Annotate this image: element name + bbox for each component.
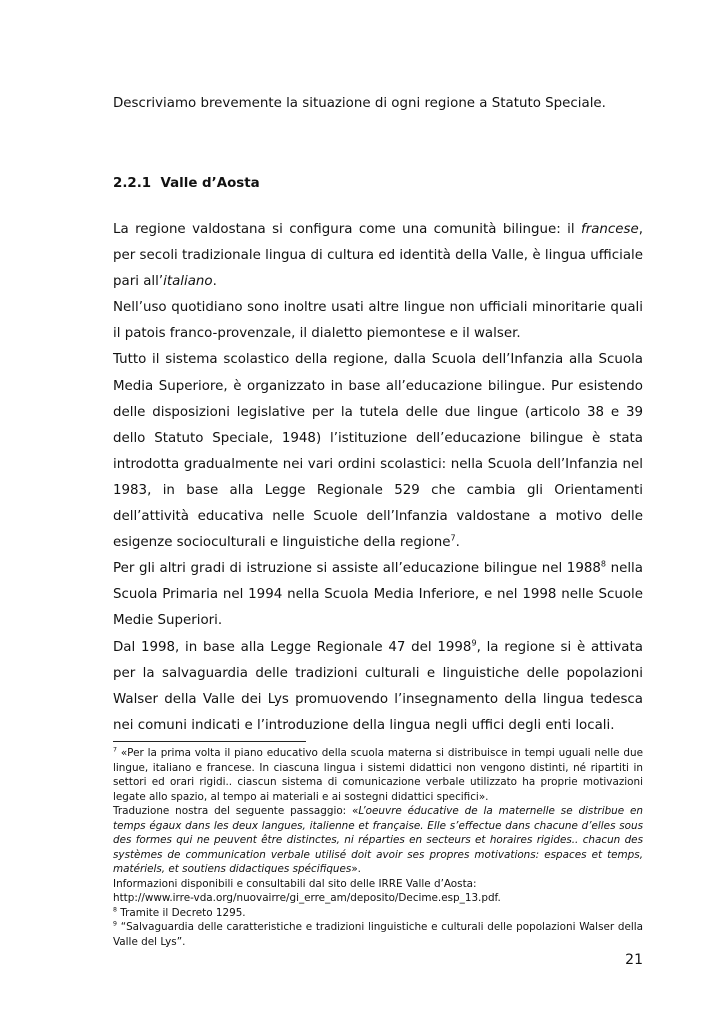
emph-italiano: italiano (163, 274, 213, 290)
footnotes (113, 746, 643, 949)
footnote-separator (113, 741, 306, 742)
footnote-ref-8[interactable]: 8 (600, 559, 606, 569)
section-number: 2.2.1 (113, 176, 152, 191)
paragraph-3: Tutto il sistema scolastico della regione, dalla Scuola dell’Infanzia alla Scuola Media Superiore, è organizzato in base all’educazione bilingue. Pur esistendo delle disposizioni legislative per la tutela delle due lingue (articolo 38 e 39 dello Statuto Speciale, 1948) l’istituzione dell’educazione bilingue è stata introdotta gradualmente nei vari ordini scolastici: nella Scuola dell’Infanzia nel 1983, in base alla Legge Regionale 529 che cambia gli Orientamenti dell’attività educativa nelle Scuole dell’Infanzia valdostane a motivo delle esigenze socioculturali e linguistiche della regione$^7$. (113, 352, 643, 551)
section-heading (113, 171, 260, 197)
footnote-ref-7[interactable]: 7 (450, 533, 456, 543)
footnote-ref-9[interactable]: 9 (471, 638, 477, 648)
footnote-7-url[interactable]: http://www.irre-vda.org/nuovairre/gi_erre_am/deposito/Decime.esp_13.pdf. (113, 892, 501, 904)
footnote-7-source: Informazioni disponibili e consultabili dal sito delle IRRE Valle d’Aosta: (113, 877, 477, 890)
paragraph-4: Per gli altri gradi di istruzione si assiste all’educazione bilingue nel 1988$^8$ nella Scuola Primaria nel 1994 nella Scuola Media Inferiore, e nel 1998 nelle Scuole Medie Superiori. (113, 559, 643, 629)
footnote-7: $^7$ «Per la prima volta il piano educativo della scuola materna si distribuisce in tempi uguali nelle due lingue, italiano e francese. In ciascuna lingua i sistemi didattici non vengono distinti, né ripartiti in settori ed orari rigidi.. ciascun sistema di comunicazione verbale utilizzato ha proprie motivazioni legate allo spazio, al tempo ai materiali e ai sostegni didattici specifici». (113, 746, 643, 803)
paragraph-2: Nell’uso quotidiano sono inoltre usati altre lingue non ufficiali minoritarie quali il patois franco-provenzale, il dialetto piemontese e il walser. (113, 300, 643, 342)
footnote-7-translation: Traduzione nostra del seguente passaggio: «L’oeuvre éducative de la maternelle se distribue en temps égaux dans les deux langues, italienne et française. Elle s’effectue dans chacune d’elles sous des formes qui ne peuvent être distinctes, ni réparties en secteurs et horaires rigides.. chacun des systèmes de communication verbale utilisé doit avoir ses propres motivations: espaces et temps, matériels, et soutiens didactiques spécifiques». (113, 805, 643, 875)
footnote-8: $^8$ Tramite il Decreto 1295. (113, 906, 246, 919)
intro-sentence: Descriviamo brevemente la situazione di ogni regione a Statuto Speciale. (113, 96, 606, 111)
body-text (113, 217, 643, 739)
section-title: Valle d’Aosta (160, 176, 260, 191)
footnote-9: $^9$ “Salvaguardia delle caratteristiche e tradizioni linguistiche e culturali delle popolazioni Walser della Valle del Lys”. (113, 920, 643, 948)
paragraph-1: La regione valdostana si configura come una comunità bilingue: il francese, per secoli tradizionale lingua di cultura ed identità della Valle, è lingua ufficiale pari all’italiano. (113, 222, 643, 290)
paragraph-5: Dal 1998, in base alla Legge Regionale 47 del 1998$^9$, la regione si è attivata per la salvaguardia delle tradizioni culturali e linguistiche delle popolazioni Walser della Valle dei Lys promuovendo l’insegnamento della lingua tedesca nei comuni indicati e l’introduzione della lingua negli uffici degli enti locali. (113, 638, 643, 733)
emph-francese: francese (581, 222, 639, 237)
page-number: 21 (625, 952, 643, 968)
